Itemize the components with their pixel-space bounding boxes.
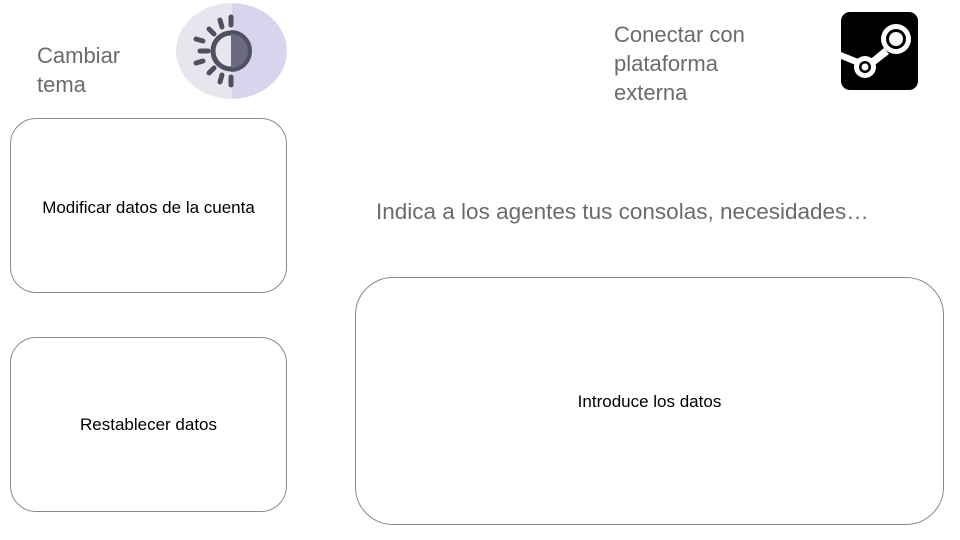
modify-account-label: Modificar datos de la cuenta bbox=[42, 197, 255, 217]
agents-data-input[interactable] bbox=[355, 277, 944, 525]
connect-platform-label: Conectar con plataforma externa bbox=[614, 22, 745, 105]
reset-data-button[interactable] bbox=[10, 337, 287, 512]
modify-account-button[interactable] bbox=[10, 118, 287, 293]
steam-icon bbox=[841, 12, 918, 90]
theme-toggle-button[interactable] bbox=[176, 3, 287, 99]
agents-prompt-heading: Indica a los agentes tus consolas, necesidades… bbox=[376, 199, 869, 224]
reset-data-label: Restablecer datos bbox=[79, 414, 218, 434]
sun-moon-icon bbox=[176, 3, 287, 99]
connect-steam-button[interactable] bbox=[841, 12, 918, 90]
data-input-placeholder: Introduce los datos bbox=[577, 392, 722, 411]
theme-label: Cambiar tema bbox=[37, 43, 121, 97]
